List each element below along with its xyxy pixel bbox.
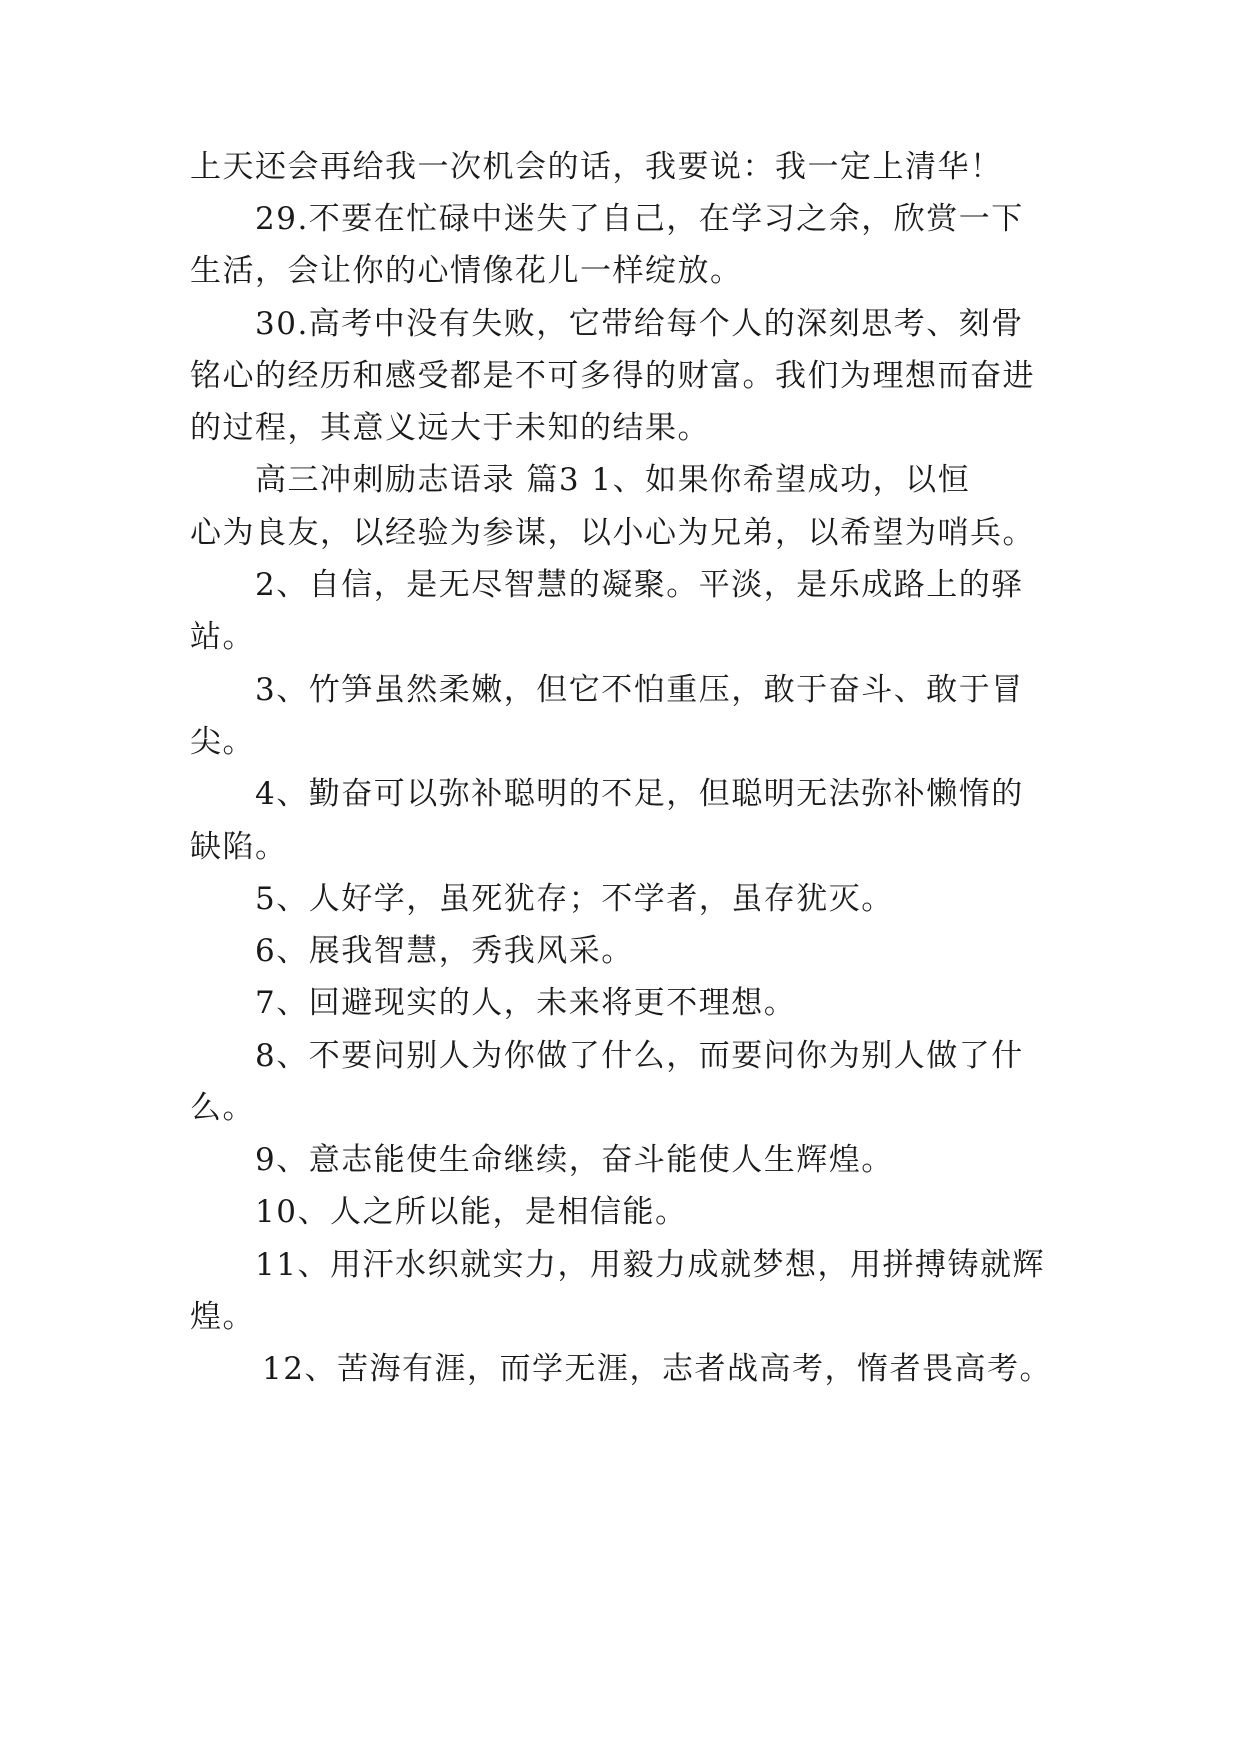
text-line: 10、人之所以能，是相信能。 <box>255 1194 688 1230</box>
text-line: 生活，会让你的心情像花儿一样绽放。 <box>190 253 743 289</box>
text-line: 站。 <box>190 619 255 655</box>
text-line: 心为良友，以经验为参谋，以小心为兄弟，以希望为哨兵。 <box>190 515 1035 551</box>
text-line: 2、自信，是无尽智慧的凝聚。平淡，是乐成路上的驿 <box>255 567 1024 603</box>
text-line: 6、展我智慧，秀我风采。 <box>255 933 634 969</box>
text-line: 29.不要在忙碌中迷失了自己，在学习之余，欣赏一下 <box>255 201 1024 237</box>
text-line: 12、苦海有涯，而学无涯，志者战高考，惰者畏高考。 <box>262 1351 1052 1387</box>
text-line: 7、回避现实的人，未来将更不理想。 <box>255 985 797 1021</box>
text-line: 煌。 <box>190 1299 255 1335</box>
text-line: 4、勤奋可以弥补聪明的不足，但聪明无法弥补懒惰的 <box>255 776 1024 812</box>
text-line: 8、不要问别人为你做了什么，而要问你为别人做了什 <box>255 1038 1024 1074</box>
section-heading-line: 高三冲刺励志语录 篇3 1、如果你希望成功，以恒 <box>255 462 971 498</box>
text-line: 5、人好学，虽死犹存；不学者，虽存犹灭。 <box>255 881 894 917</box>
text-line: 上天还会再给我一次机会的话，我要说：我一定上清华！ <box>190 149 1003 185</box>
text-line: 的过程，其意义远大于未知的结果。 <box>190 410 710 446</box>
text-line: 么。 <box>190 1090 255 1126</box>
text-line: 3、竹笋虽然柔嫩，但它不怕重压，敢于奋斗、敢于冒 <box>255 672 1024 708</box>
text-line: 铭心的经历和感受都是不可多得的财富。我们为理想而奋进 <box>190 358 1035 394</box>
text-line: 11、用汗水织就实力，用毅力成就梦想，用拼搏铸就辉 <box>255 1247 1045 1283</box>
text-line: 30.高考中没有失败，它带给每个人的深刻思考、刻骨 <box>255 306 1024 342</box>
text-line: 缺陷。 <box>190 829 288 865</box>
text-line: 9、意志能使生命继续，奋斗能使人生辉煌。 <box>255 1142 894 1178</box>
text-line: 尖。 <box>190 724 255 760</box>
